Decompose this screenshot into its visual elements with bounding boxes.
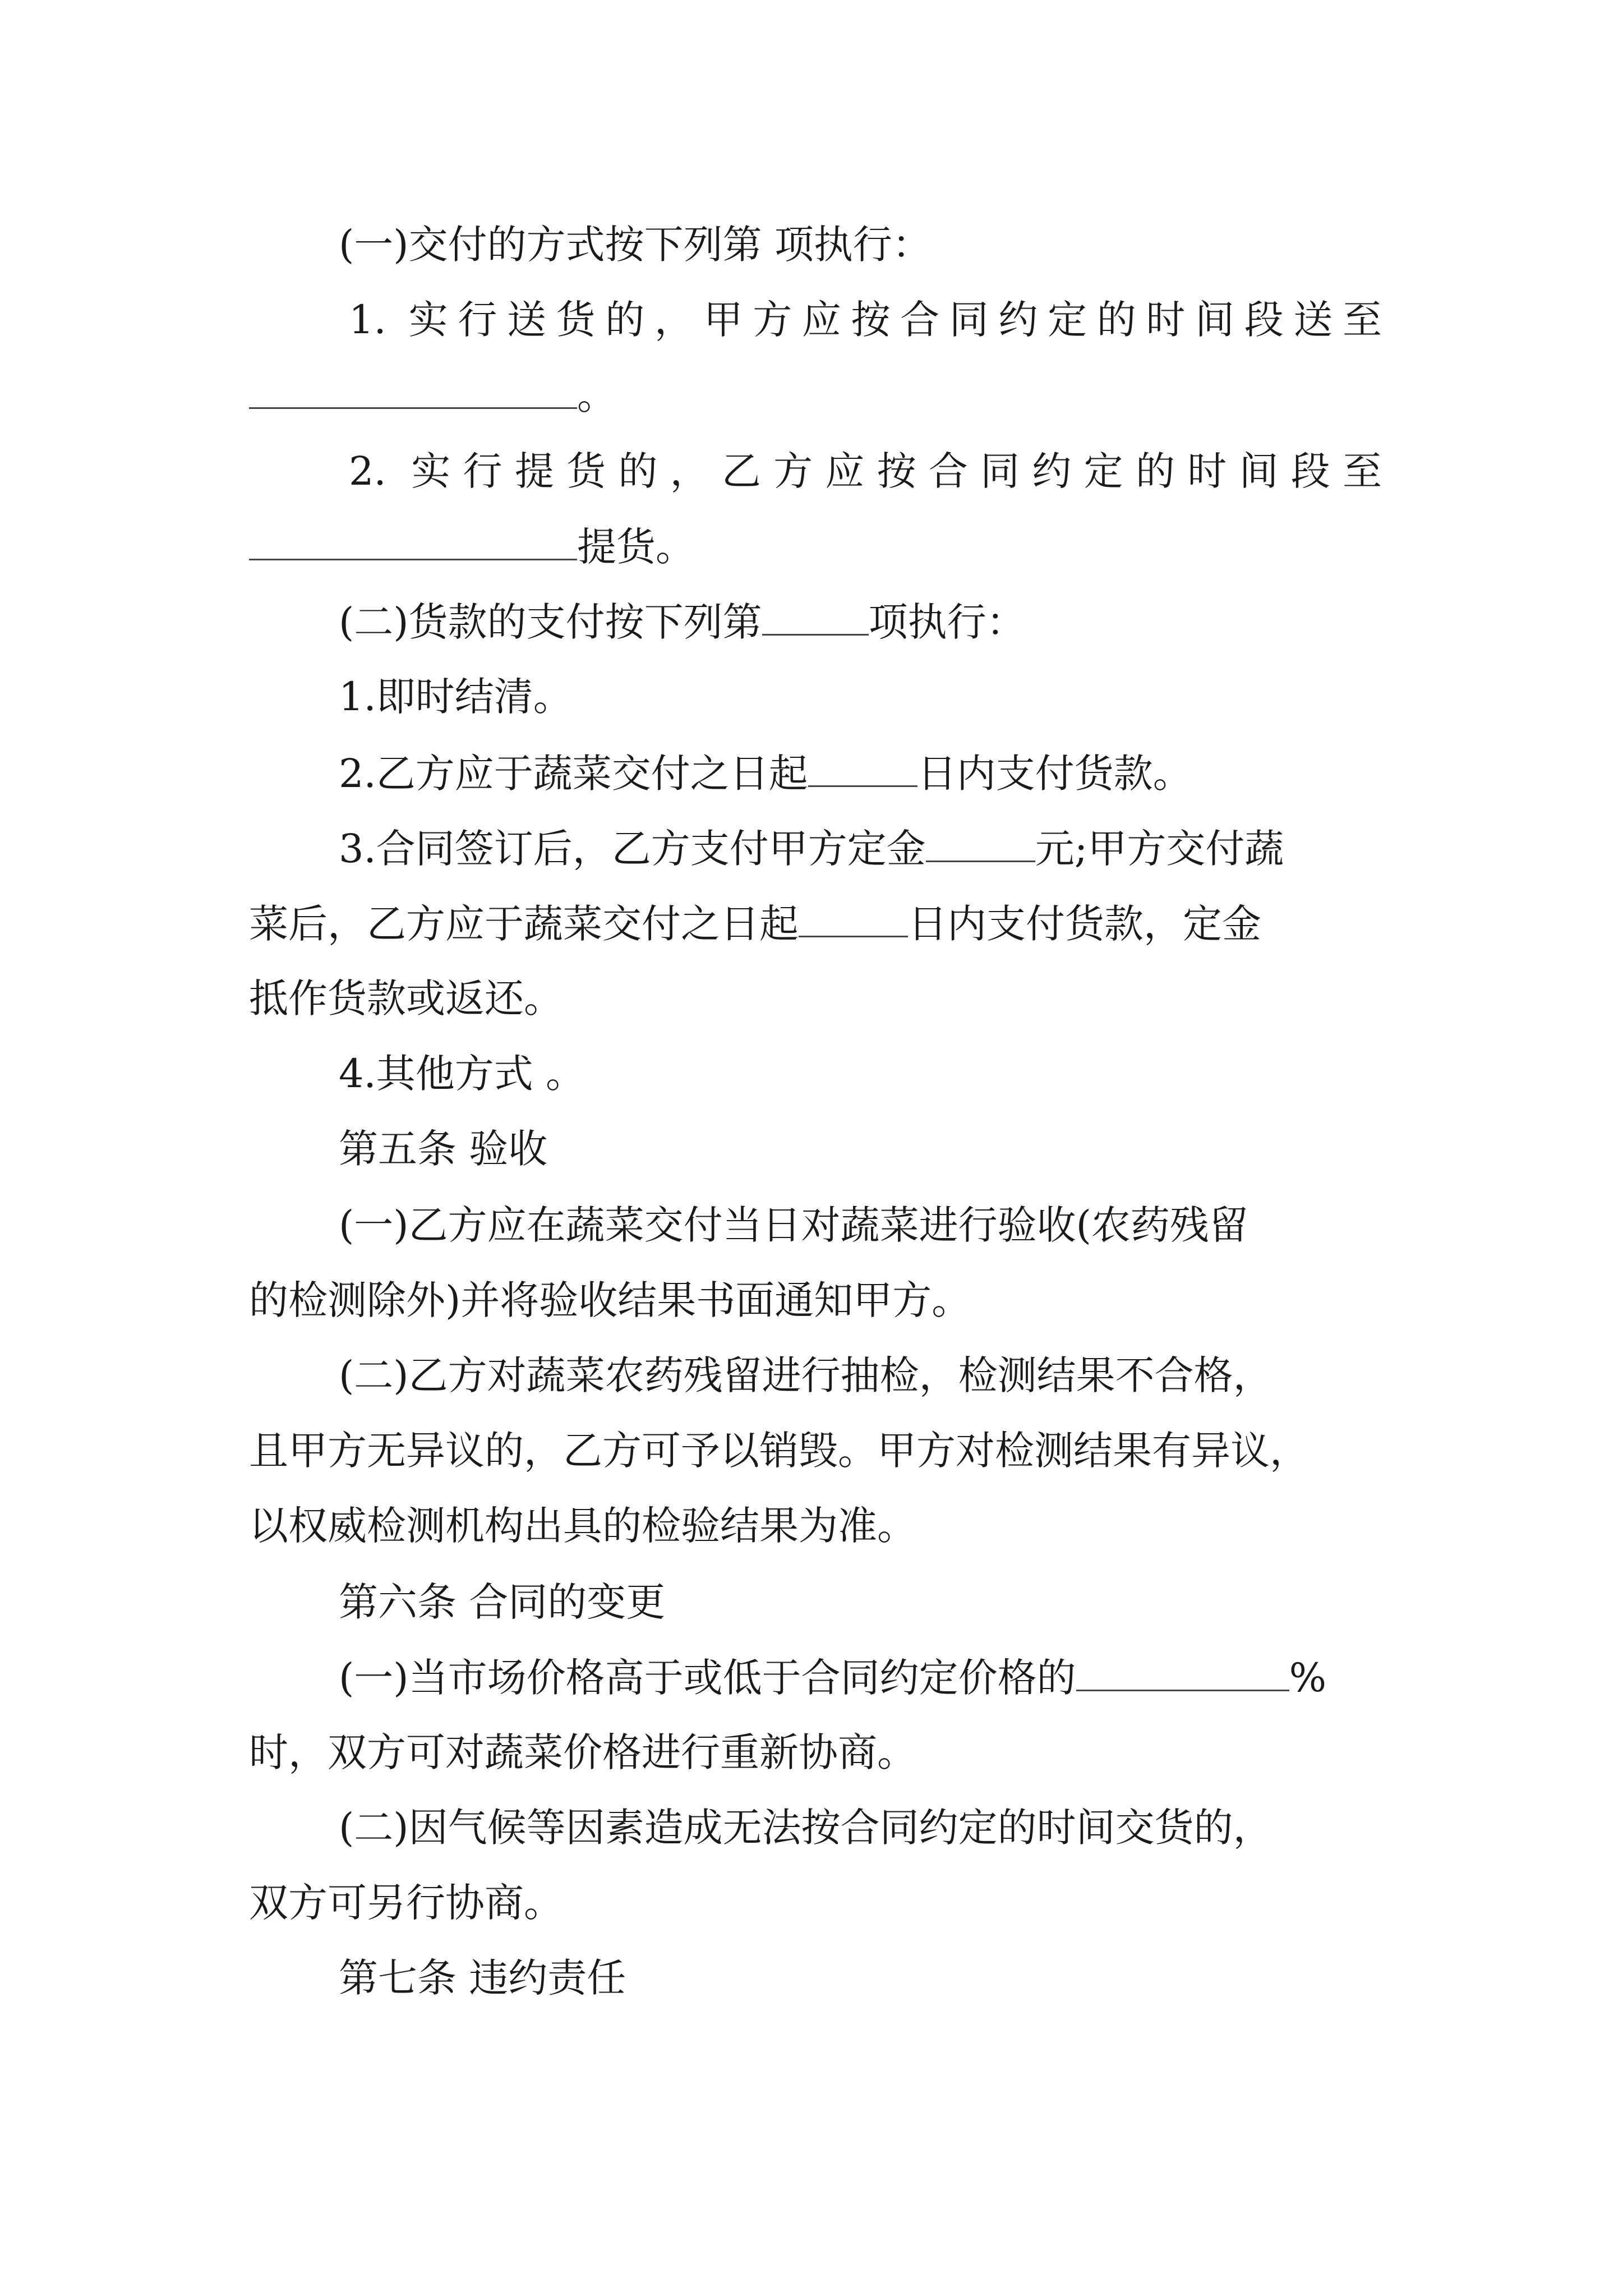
text: 2.乙方应于蔬菜交付之日起 <box>339 751 808 797</box>
inspection-clause-2-cont <box>249 1426 1382 1475</box>
article-5-heading <box>339 1124 1382 1174</box>
fill-blank[interactable] <box>249 522 577 560</box>
text: 1. 实行送货的，甲方应按合同约定的时间段送至 <box>349 297 1382 343</box>
article-6-heading <box>339 1577 1382 1627</box>
fill-blank[interactable] <box>762 597 869 636</box>
text: 第七条 违约责任 <box>339 1955 626 2001</box>
text: 元;甲方交付蔬 <box>1035 826 1284 872</box>
text: 提货。 <box>577 524 695 570</box>
payment-option-2 <box>339 748 1382 798</box>
inspection-clause-1 <box>339 1200 1382 1250</box>
text: (二)货款的支付按下列第 <box>339 599 762 645</box>
payment-option-3-cont <box>249 899 1382 948</box>
text: 时，双方可对蔬菜价格进行重新协商。 <box>249 1729 916 1775</box>
text: 。 <box>577 372 616 418</box>
delivery-option-1 <box>349 295 1382 344</box>
text: 2. 实行提货的，乙方应按合同约定的时间段至 <box>349 448 1382 494</box>
payment-option-1 <box>339 672 1382 721</box>
delivery-method-heading <box>339 220 1382 269</box>
fill-blank[interactable] <box>1076 1653 1289 1691</box>
text: (二)因气候等因素造成无法按合同约定的时间交货的， <box>339 1805 1272 1851</box>
payment-option-3-cont2 <box>249 974 1382 1023</box>
fill-blank[interactable] <box>249 370 577 409</box>
text: % <box>1289 1655 1327 1701</box>
change-clause-2-cont <box>249 1878 1382 1927</box>
change-clause-1-cont <box>249 1728 1382 1777</box>
text: 3.合同签订后，乙方支付甲方定金 <box>339 826 926 872</box>
text: 1.即时结清。 <box>339 674 573 720</box>
text: 以权威检测机构出具的检验结果为准。 <box>249 1503 916 1549</box>
inspection-clause-2-cont2 <box>249 1501 1382 1550</box>
text: 日内支付货款，定金 <box>908 901 1261 947</box>
text: (一)当市场价格高于或低于合同约定价格的 <box>339 1655 1076 1701</box>
inspection-clause-1-cont <box>249 1276 1382 1325</box>
text: 的检测除外)并将验收结果书面通知甲方。 <box>249 1277 971 1323</box>
change-clause-1 <box>339 1653 1382 1702</box>
payment-method-heading <box>339 597 1382 646</box>
article-7-heading <box>339 1953 1382 2003</box>
payment-option-3 <box>339 823 1382 873</box>
text: 抵作货款或返还。 <box>249 976 563 1022</box>
fill-blank[interactable] <box>926 823 1035 862</box>
payment-option-4 <box>339 1049 1382 1098</box>
text: (一)乙方应在蔬菜交付当日对蔬菜进行验收(农药残留 <box>339 1202 1248 1248</box>
text: 双方可另行协商。 <box>249 1880 563 1926</box>
fill-blank[interactable] <box>799 899 908 937</box>
text: (一)交付的方式按下列第 项执行： <box>339 222 932 268</box>
text: 第六条 合同的变更 <box>339 1579 666 1625</box>
delivery-option-2 <box>349 447 1382 496</box>
inspection-clause-2 <box>339 1351 1382 1400</box>
text: 且甲方无异议的，乙方可予以销毁。甲方对检测结果有异议， <box>249 1428 1309 1474</box>
text: 菜后，乙方应于蔬菜交付之日起 <box>249 901 799 947</box>
fill-blank[interactable] <box>808 748 917 787</box>
text: (二)乙方对蔬菜农药残留进行抽检，检测结果不合格， <box>339 1352 1272 1398</box>
change-clause-2 <box>339 1803 1382 1852</box>
text: 4.其他方式 。 <box>339 1051 585 1097</box>
text: 项执行： <box>868 599 1026 645</box>
text: 第五条 验收 <box>339 1126 548 1172</box>
delivery-option-1-cont <box>249 370 1382 420</box>
text: 日内支付货款。 <box>917 751 1192 797</box>
delivery-option-2-cont <box>249 522 1382 571</box>
